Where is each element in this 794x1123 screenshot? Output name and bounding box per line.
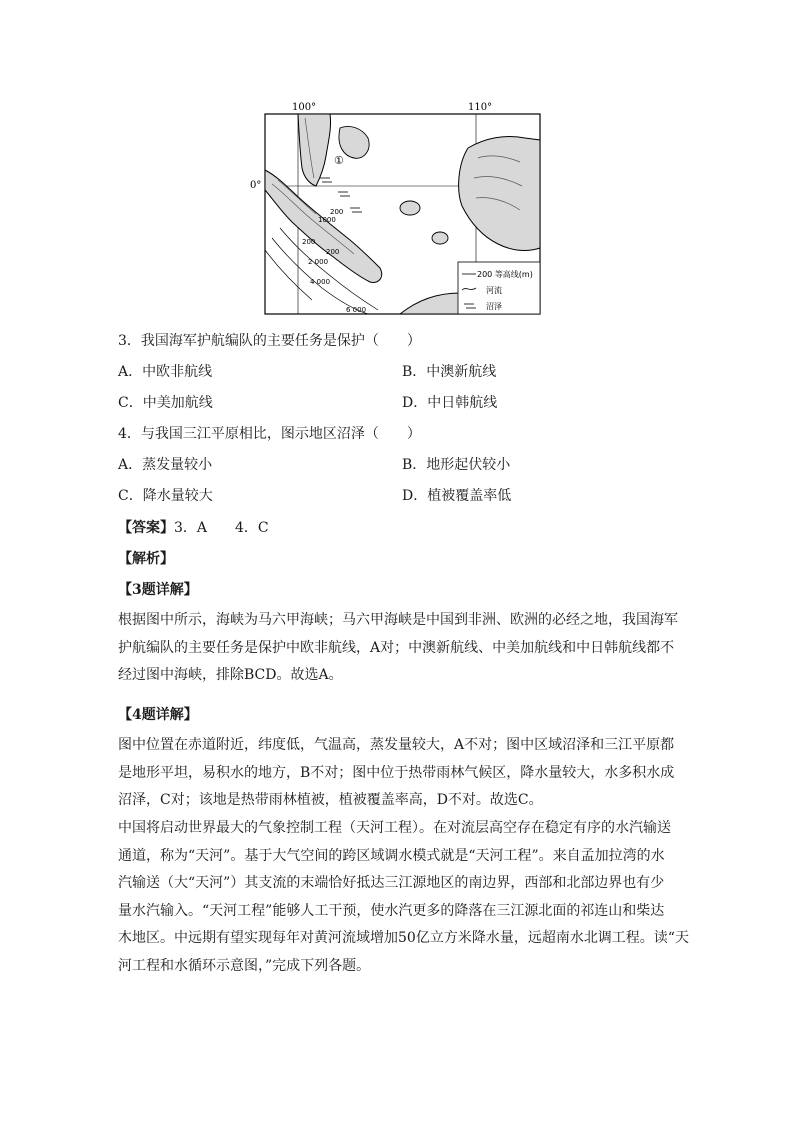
detail-3-line: 根据图中所示，海峡为马六甲海峡；马六甲海峡是中国到非洲、欧洲的必经之地，我国海军: [118, 612, 678, 628]
contour-label: 4 000: [310, 278, 331, 286]
legend-river-label: 河流: [486, 286, 502, 295]
island: [432, 232, 448, 244]
question-3-option-b: B．中澳新航线: [402, 364, 497, 380]
answer-text: 3．A 4．C: [174, 520, 269, 536]
detail-4-line: 是地形平坦，易积水的地方，B不对；图中位于热带雨林气候区，降水量较大，水多积水成: [118, 764, 675, 781]
detail-3-title: 【3题详解】: [118, 582, 198, 598]
answer-label: 【答案】: [118, 520, 174, 536]
intro-line: 河工程和水循环示意图，”完成下列各题。: [118, 957, 371, 974]
map-marker-1: ①: [334, 154, 344, 167]
question-3-option-c: C．中美加航线: [118, 395, 213, 411]
detail-3-line: 护航编队的主要任务是保护中欧非航线，A对；中澳新航线、中美加航线和中日韩航线都不: [118, 639, 675, 656]
question-3-option-d: D．中日韩航线: [402, 395, 498, 411]
intro-line: 木地区。中远期有望实现每年对黄河流域增加50亿立方米降水量，远超南水北调工程。读“天: [118, 930, 689, 946]
contour-label: 200: [302, 238, 316, 246]
detail-4-line: 沼泽，C对；该地是热带雨林植被，植被覆盖率高，D不对。故选C。: [118, 792, 543, 808]
question-4-option-d: D．植被覆盖率低: [402, 488, 512, 504]
detail-4-paragraph: [118, 732, 680, 815]
contour-label: 6 000: [346, 306, 367, 314]
island: [400, 201, 420, 215]
question-4-option-b: B．地形起伏较小: [402, 457, 511, 473]
malacca-strait-map: [250, 98, 550, 318]
intro-line: 通道，称为“天河”。基于大气空间的跨区域调水模式就是“天河工程”。来自孟加拉湾的水: [118, 847, 665, 864]
legend-swamp-label: 沼泽: [486, 302, 502, 311]
lon-label-110: 110°: [468, 102, 493, 113]
detail-3-line: 经过图中海峡，排除BCD。故选A。: [118, 667, 343, 683]
question-4-stem: 4．与我国三江平原相比，图示地区沼泽（ ）: [118, 426, 421, 442]
intro-line: 中国将启动世界最大的气象控制工程（天河工程）。在对流层高空存在稳定有序的水汽输送: [118, 820, 671, 836]
legend-contour-label: 200 等高线(m): [477, 270, 533, 279]
question-4-option-a: A．蒸发量较小: [118, 457, 213, 473]
detail-4-line: 图中位置在赤道附近，纬度低，气温高，蒸发量较大，A不对；图中区域沼泽和三江平原都: [118, 737, 675, 753]
detail-3-paragraph: [118, 607, 680, 690]
question-3-stem: 3．我国海军护航编队的主要任务是保护（ ）: [118, 333, 421, 349]
question-3-option-a: A．中欧非航线: [118, 364, 213, 380]
lat-label-0: 0°: [250, 180, 262, 191]
contour-label: 200: [326, 248, 340, 256]
analysis-label: 【解析】: [118, 551, 174, 567]
map-svg: [250, 98, 550, 318]
contour-label: 1000: [318, 216, 336, 224]
contour-label: 200: [330, 208, 344, 216]
question-4-option-c: C．降水量较大: [118, 488, 213, 504]
intro-paragraph: [118, 815, 689, 980]
answer-line: [118, 518, 269, 538]
intro-line: 量水汽输入。“天河工程”能够人工干预，使水汽更多的降落在三江源北面的祁连山和柴达: [118, 902, 665, 919]
detail-4-title: 【4题详解】: [118, 707, 198, 723]
contour-label: 2 000: [308, 258, 329, 266]
intro-line: 汽输送（大“天河”）其支流的末端恰好抵达三江源地区的南边界，西部和北部边界也有少: [118, 875, 665, 891]
lon-label-100: 100°: [292, 102, 317, 113]
